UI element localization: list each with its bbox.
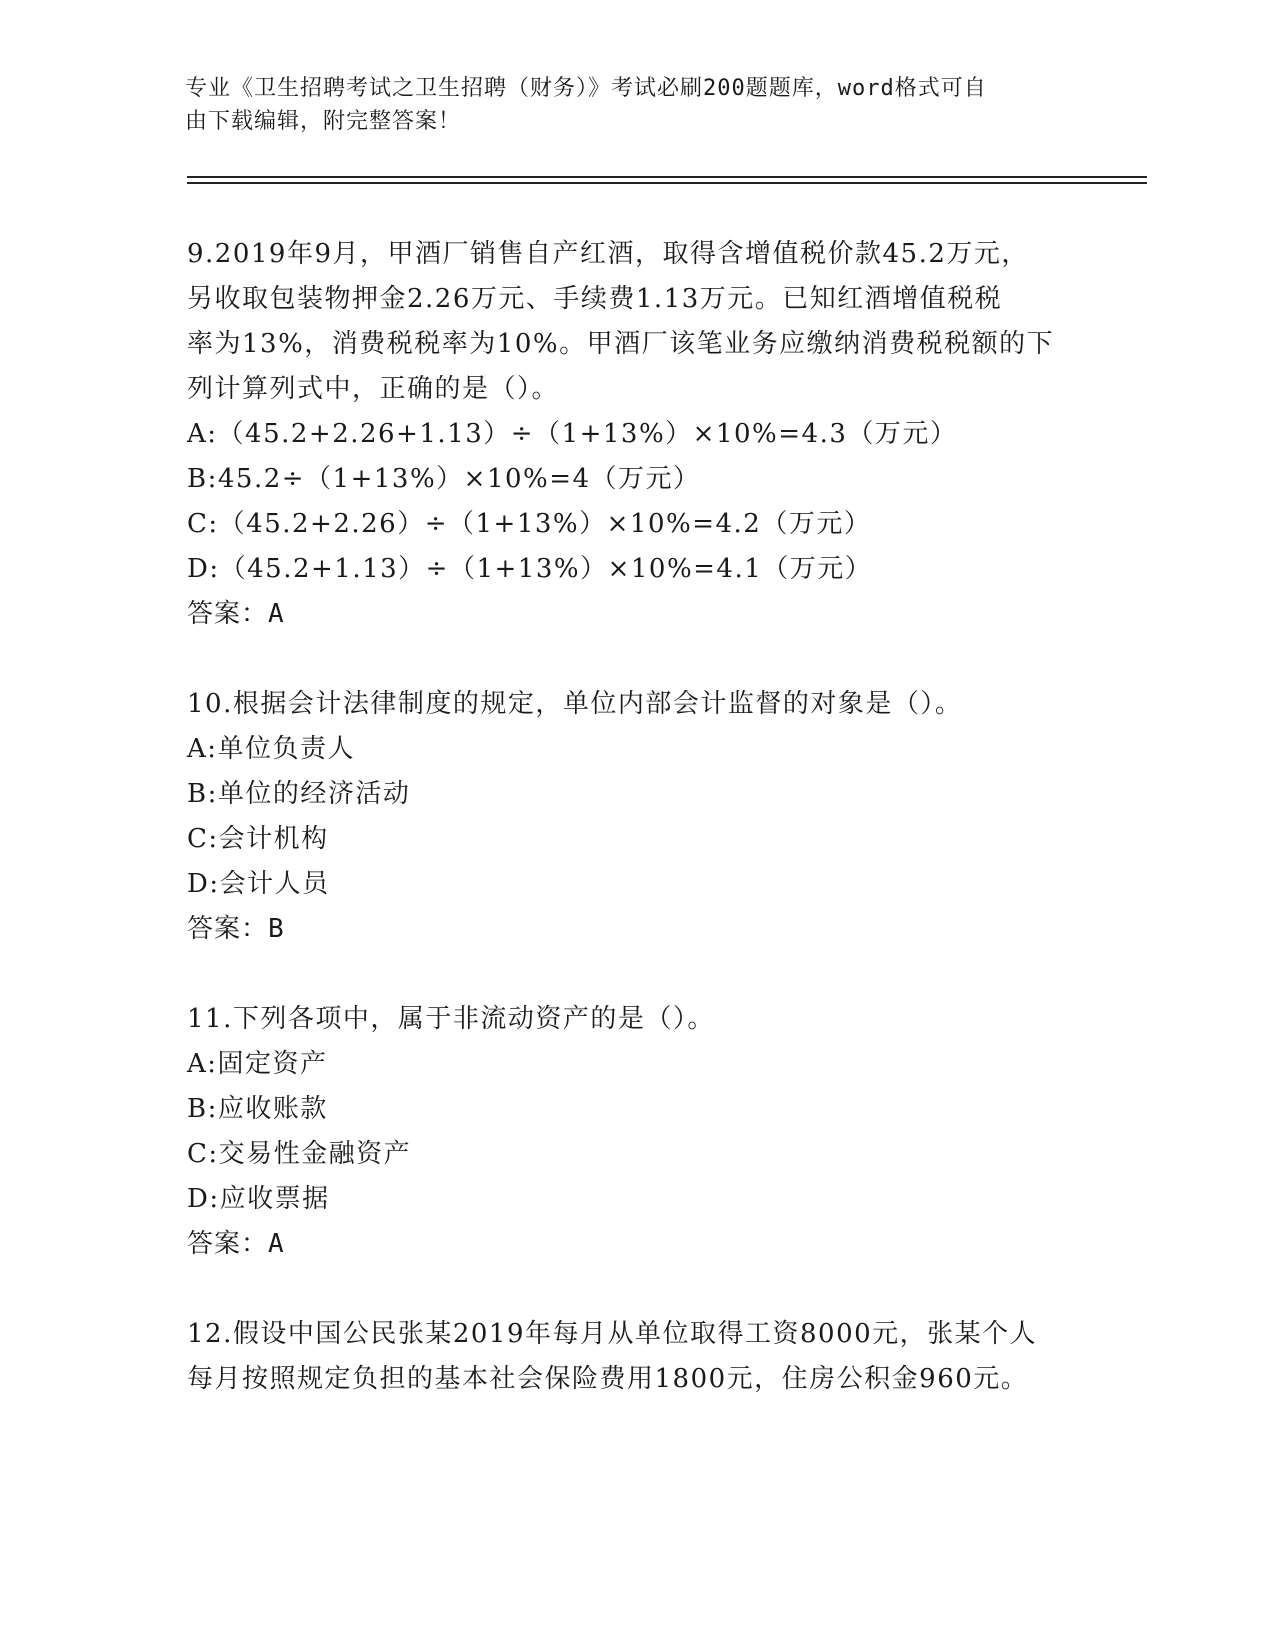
option-c: C:（45.2+2.26）÷（1+13%）×10%=4.2（万元） [187,509,872,539]
option-d: D:会计人员 [187,869,330,899]
answer-line: 答案：A [187,599,285,629]
question-stem-line: 率为13%，消费税税率为10%。甲酒厂该笔业务应缴纳消费税税额的下 [187,329,1055,359]
header-line-2: 由下载编辑，附完整答案！ [185,109,462,134]
question-stem-line: 9.2019年9月，甲酒厂销售自产红酒，取得含增值税价款45.2万元， [187,239,1029,269]
option-b: B:应收账款 [187,1094,328,1124]
option-b: B:单位的经济活动 [187,779,411,809]
option-c: C:会计机构 [187,824,329,854]
question-list [187,232,1087,1402]
option-c: C:交易性金融资产 [187,1139,412,1169]
option-b: B:45.2÷（1+13%）×10%=4（万元） [187,464,701,494]
spacer [187,637,1087,682]
question-12 [187,1312,1087,1402]
question-11 [187,997,1087,1267]
question-10 [187,682,1087,952]
option-d: D:（45.2+1.13）÷（1+13%）×10%=4.1（万元） [187,554,873,584]
question-stem-line: 每月按照规定负担的基本社会保险费用1800元，住房公积金960元。 [187,1364,1029,1394]
question-stem-line: 列计算列式中，正确的是（）。 [187,374,560,404]
answer-line: 答案：A [187,1229,285,1259]
header-divider-bottom [187,182,1147,184]
document-header [185,72,1065,138]
header-line-1: 专业《卫生招聘考试之卫生招聘（财务）》考试必刷200题题库，word格式可自 [185,76,987,101]
spacer [187,1267,1087,1312]
question-stem-line: 12.假设中国公民张某2019年每月从单位取得工资8000元，张某个人 [187,1319,1038,1349]
question-9 [187,232,1087,637]
question-stem-line: 另收取包装物押金2.26万元、手续费1.13万元。已知红酒增值税税 [187,284,1003,314]
question-stem-line: 10.根据会计法律制度的规定，单位内部会计监督的对象是（）。 [187,689,963,719]
option-a: A:单位负责人 [187,734,356,764]
option-a: A:（45.2+2.26+1.13）÷（1+13%）×10%=4.3（万元） [187,419,958,449]
header-divider-top [187,176,1147,178]
answer-line: 答案：B [187,914,285,944]
option-d: D:应收票据 [187,1184,330,1214]
option-a: A:固定资产 [187,1049,328,1079]
spacer [187,952,1087,997]
question-stem-line: 11.下列各项中，属于非流动资产的是（）。 [187,1004,715,1034]
